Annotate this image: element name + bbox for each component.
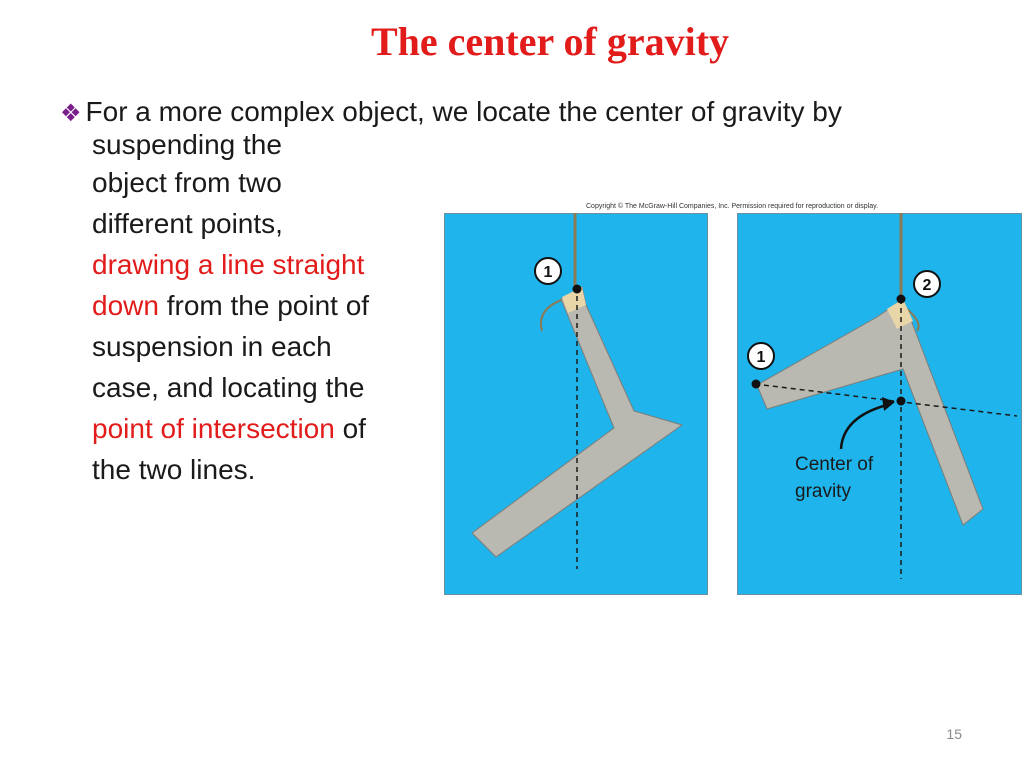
bullet-text-line10: the two lines. (92, 454, 256, 485)
bullet-body (92, 128, 432, 490)
figure-panel-left (444, 213, 708, 595)
bullet-highlight-intersection: point of intersection (92, 413, 335, 444)
figure-panel-right (737, 213, 1022, 595)
bullet-text-line6-rest: from the point of (166, 290, 370, 321)
bullet-text-line7: suspension in each (92, 331, 332, 362)
suspension-point-2 (897, 295, 906, 304)
diamond-bullet-icon: ❖ (60, 100, 82, 127)
cog-label-line2: gravity (795, 481, 851, 502)
bullet-text-line1: For a more complex object, we locate the center of gravity by (85, 96, 842, 127)
copyright-notice: Copyright © The McGraw-Hill Companies, Inc. Permission required for reproduction or display. (586, 203, 879, 210)
bullet-text-line4: different points, (92, 208, 283, 239)
bullet-text-line5: drawing a line straight (92, 249, 365, 280)
suspension-point-1 (573, 285, 582, 294)
bullet-text-line3: object from two (92, 167, 282, 198)
suspension-point-1b (752, 380, 761, 389)
bullet-first-line (60, 96, 842, 128)
cog-label-line1: Center of (795, 454, 874, 475)
bullet-text-line9-rest: of (342, 413, 366, 444)
bullet-text-line6 (92, 285, 432, 326)
label-number-1: 1 (543, 264, 553, 281)
bullet-text-line2: suspending the (92, 129, 282, 160)
label-number-1b: 1 (756, 349, 766, 366)
slide-title: The center of gravity (370, 19, 730, 64)
bullet-highlight-down: down (92, 290, 159, 321)
center-of-gravity-point (897, 397, 906, 406)
label-number-2: 2 (922, 277, 932, 294)
suspended-square-image-2 (737, 213, 1022, 595)
bullet-text-line9 (92, 408, 432, 449)
bullet-text-line8: case, and locating the (92, 372, 365, 403)
page-number: 15 (946, 726, 962, 742)
suspended-square-image-1 (444, 213, 708, 595)
